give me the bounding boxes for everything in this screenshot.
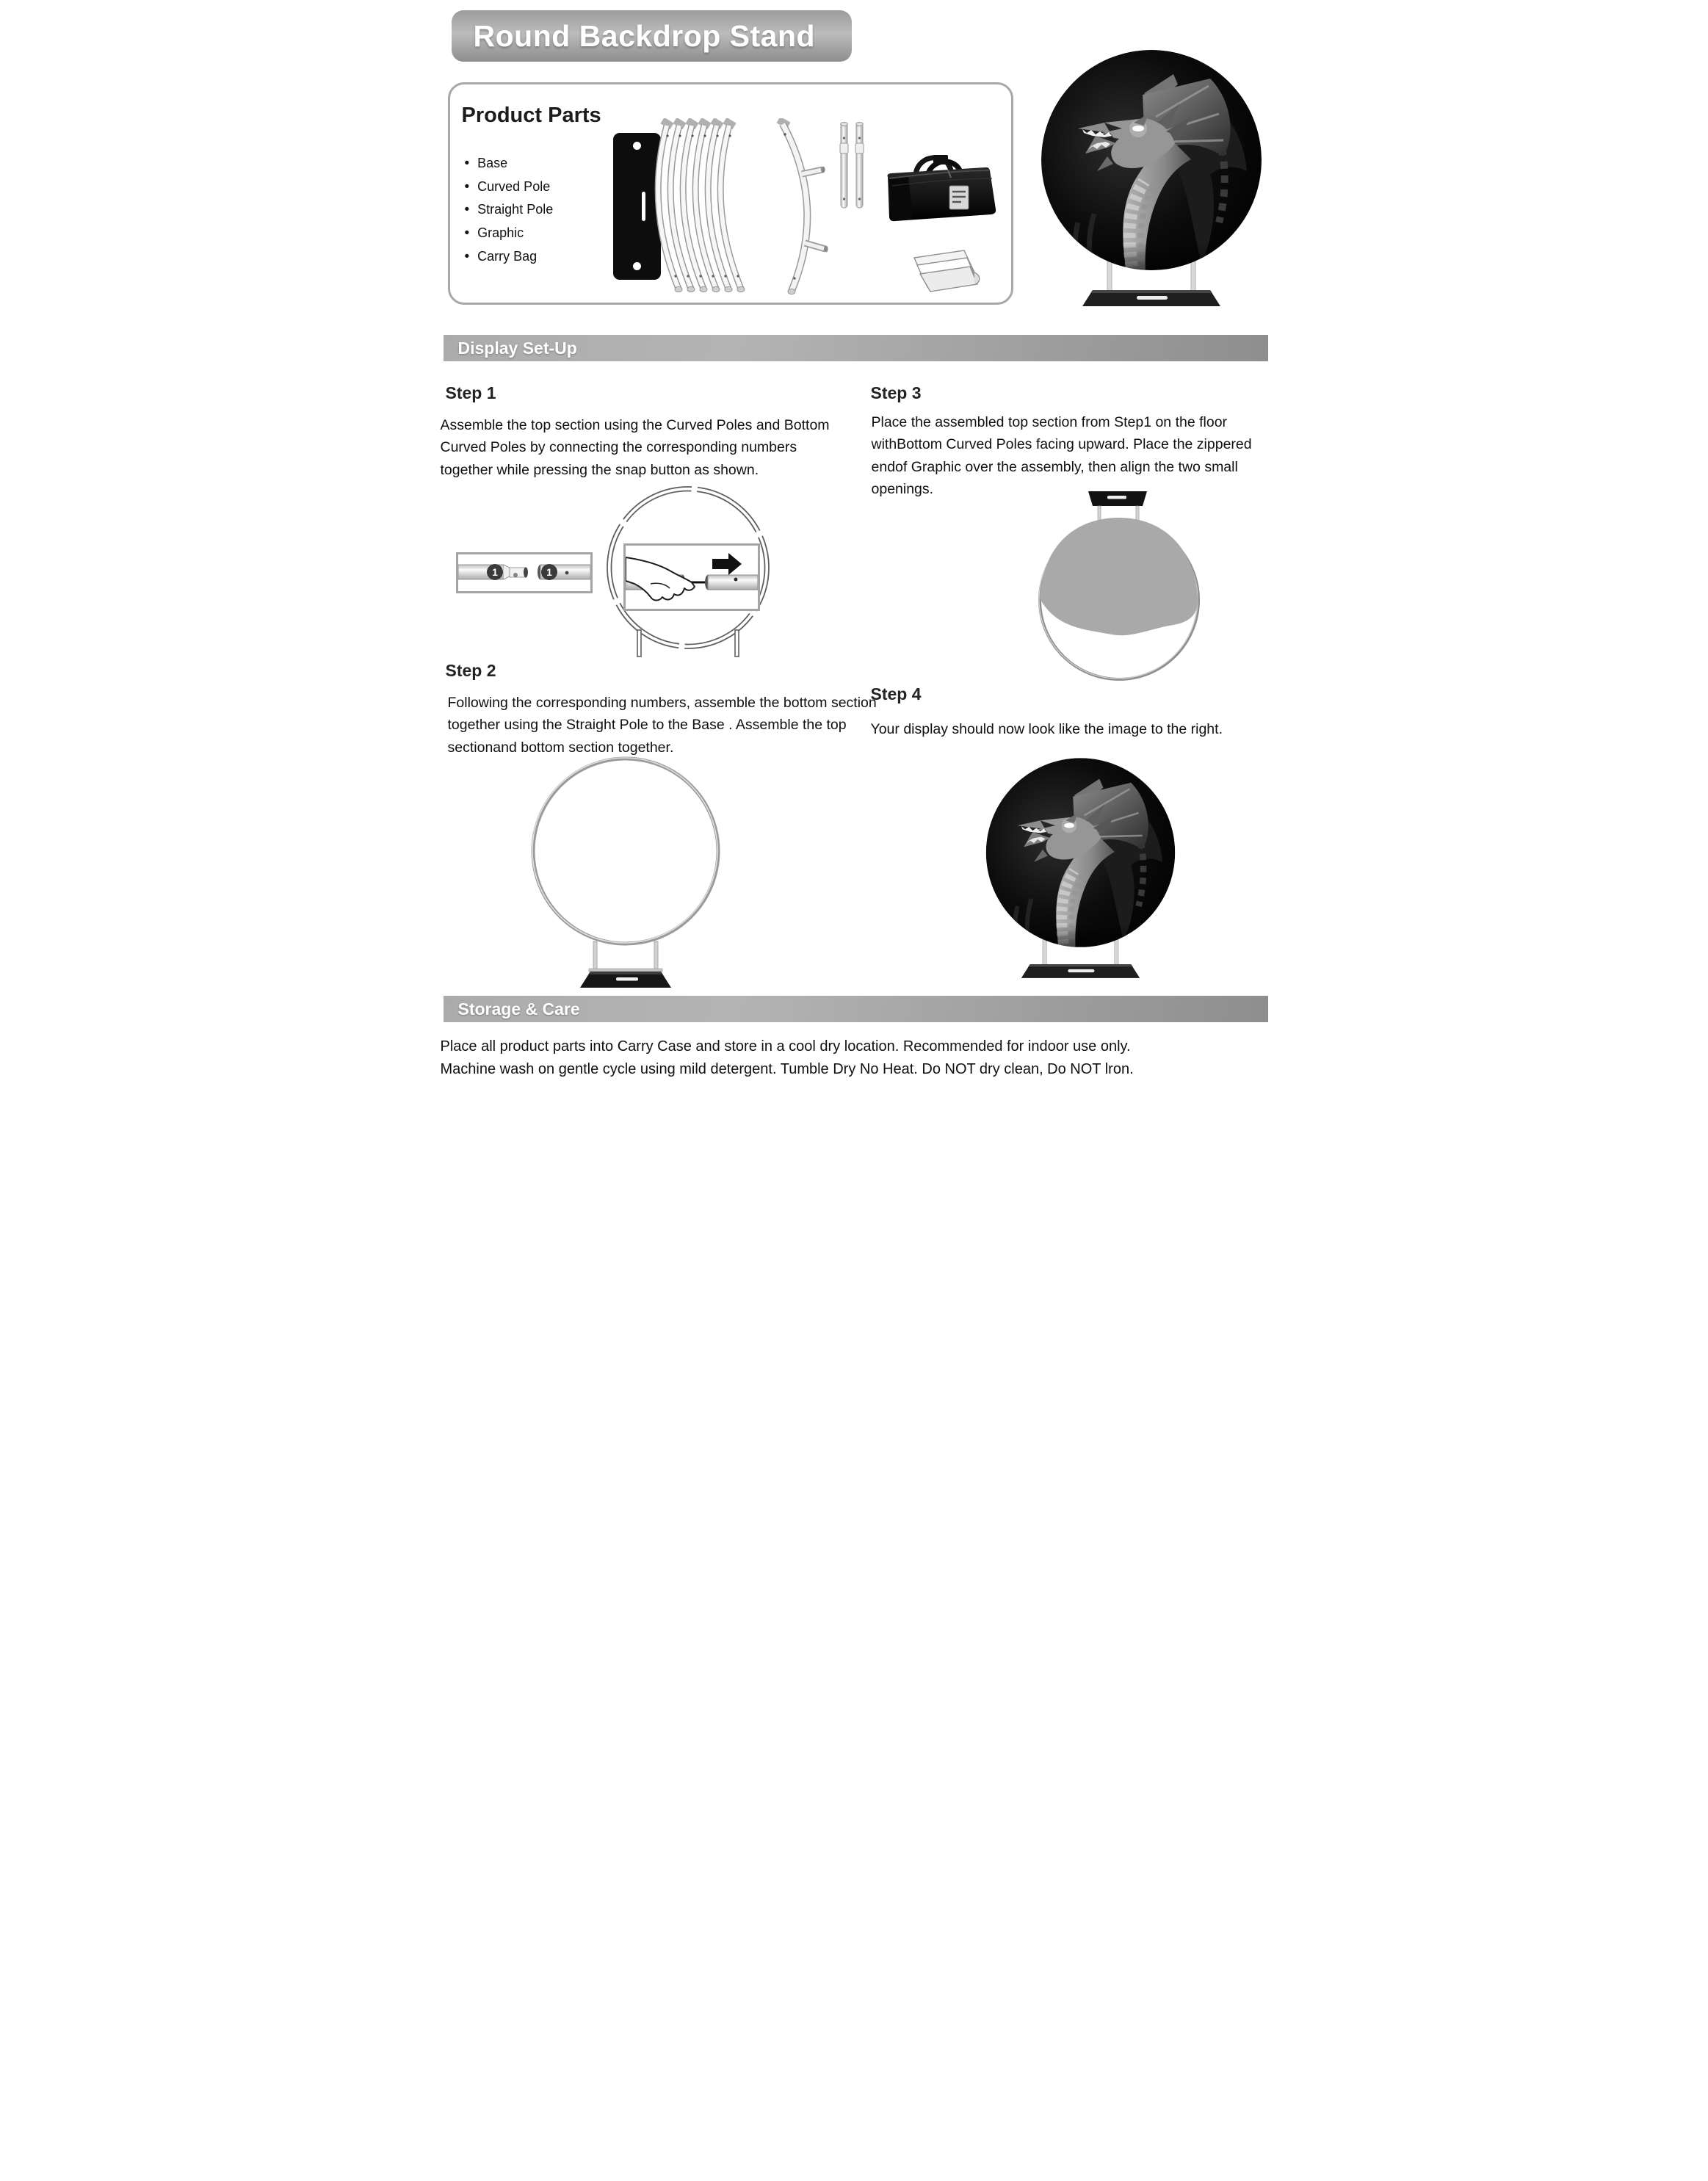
arrow-right-icon	[712, 553, 742, 575]
pole-number-badge: 1	[491, 566, 498, 578]
snap-button-graphic	[626, 546, 758, 609]
list-item: • Base	[465, 155, 554, 173]
step2-text: Following the corresponding numbers, assemble the bottom section together using the Straight Pole to the Base . Assemble the top sectionand bottom section together.	[447, 695, 877, 756]
product-parts-list	[465, 155, 554, 271]
storage-care-line: Machine wash on gentle cycle using mild detergent. Tumble Dry No Heat. Do NOT dry clean, Do NOT lron.	[440, 1061, 1134, 1077]
assembled-display-photo	[1034, 46, 1269, 311]
step1-text: Assemble the top section using the Curved Poles and Bottom Curved Poles by connecting the corresponding numbers together while pressing the snap button as shown.	[440, 417, 830, 478]
graphic-cover-shape	[1040, 518, 1198, 635]
page-title: Round Backdrop Stand	[452, 10, 852, 62]
step2-label: Step 2	[445, 661, 496, 680]
step3-label: Step 3	[870, 383, 922, 402]
base-slot-icon	[642, 192, 645, 221]
step1-connector-diagram	[456, 552, 593, 593]
list-item: • Graphic	[465, 225, 554, 243]
step4-finished-display	[980, 755, 1182, 982]
straight-poles-graphic	[835, 120, 869, 212]
curved-poles-graphic	[654, 118, 833, 300]
list-item: • Curved Pole	[465, 178, 554, 197]
base-hole-icon	[633, 262, 641, 270]
storage-care-line: Place all product parts into Carry Case and store in a cool dry location. Recommended for indoor use only.	[440, 1038, 1131, 1055]
list-item: • Straight Pole	[465, 201, 554, 220]
graphic-fabric-graphic	[907, 243, 982, 296]
product-parts-heading: Product Parts	[461, 104, 601, 127]
storage-care-banner: Storage & Care	[444, 996, 1268, 1022]
step4-text: Your display should now look like the image to the right.	[870, 721, 1223, 737]
hand-icon	[626, 557, 695, 601]
storage-care-text	[441, 1035, 1267, 1081]
carry-bag-graphic	[877, 148, 1004, 227]
pole-number-badge: 1	[546, 566, 552, 578]
step1-label: Step 1	[445, 383, 496, 402]
display-setup-banner: Display Set-Up	[444, 335, 1268, 361]
step1-snap-inset-diagram	[623, 543, 760, 611]
step2-assembled-frame-diagram	[523, 752, 728, 994]
step3-text: Place the assembled top section from Step1 on the floor withBottom Curved Poles facing upward. Place the zippered endof Graphic over the assembly, then align the two small openings.	[871, 414, 1252, 498]
product-parts-panel	[448, 82, 1013, 305]
list-item: • Carry Bag	[465, 248, 554, 267]
connector-poles-graphic	[458, 554, 590, 591]
base-hole-icon	[633, 142, 641, 150]
step4-label: Step 4	[870, 684, 922, 704]
step3-cover-diagram	[1037, 488, 1206, 690]
instruction-sheet	[427, 0, 1281, 1090]
bottom-curved-pole-graphic	[778, 120, 828, 294]
